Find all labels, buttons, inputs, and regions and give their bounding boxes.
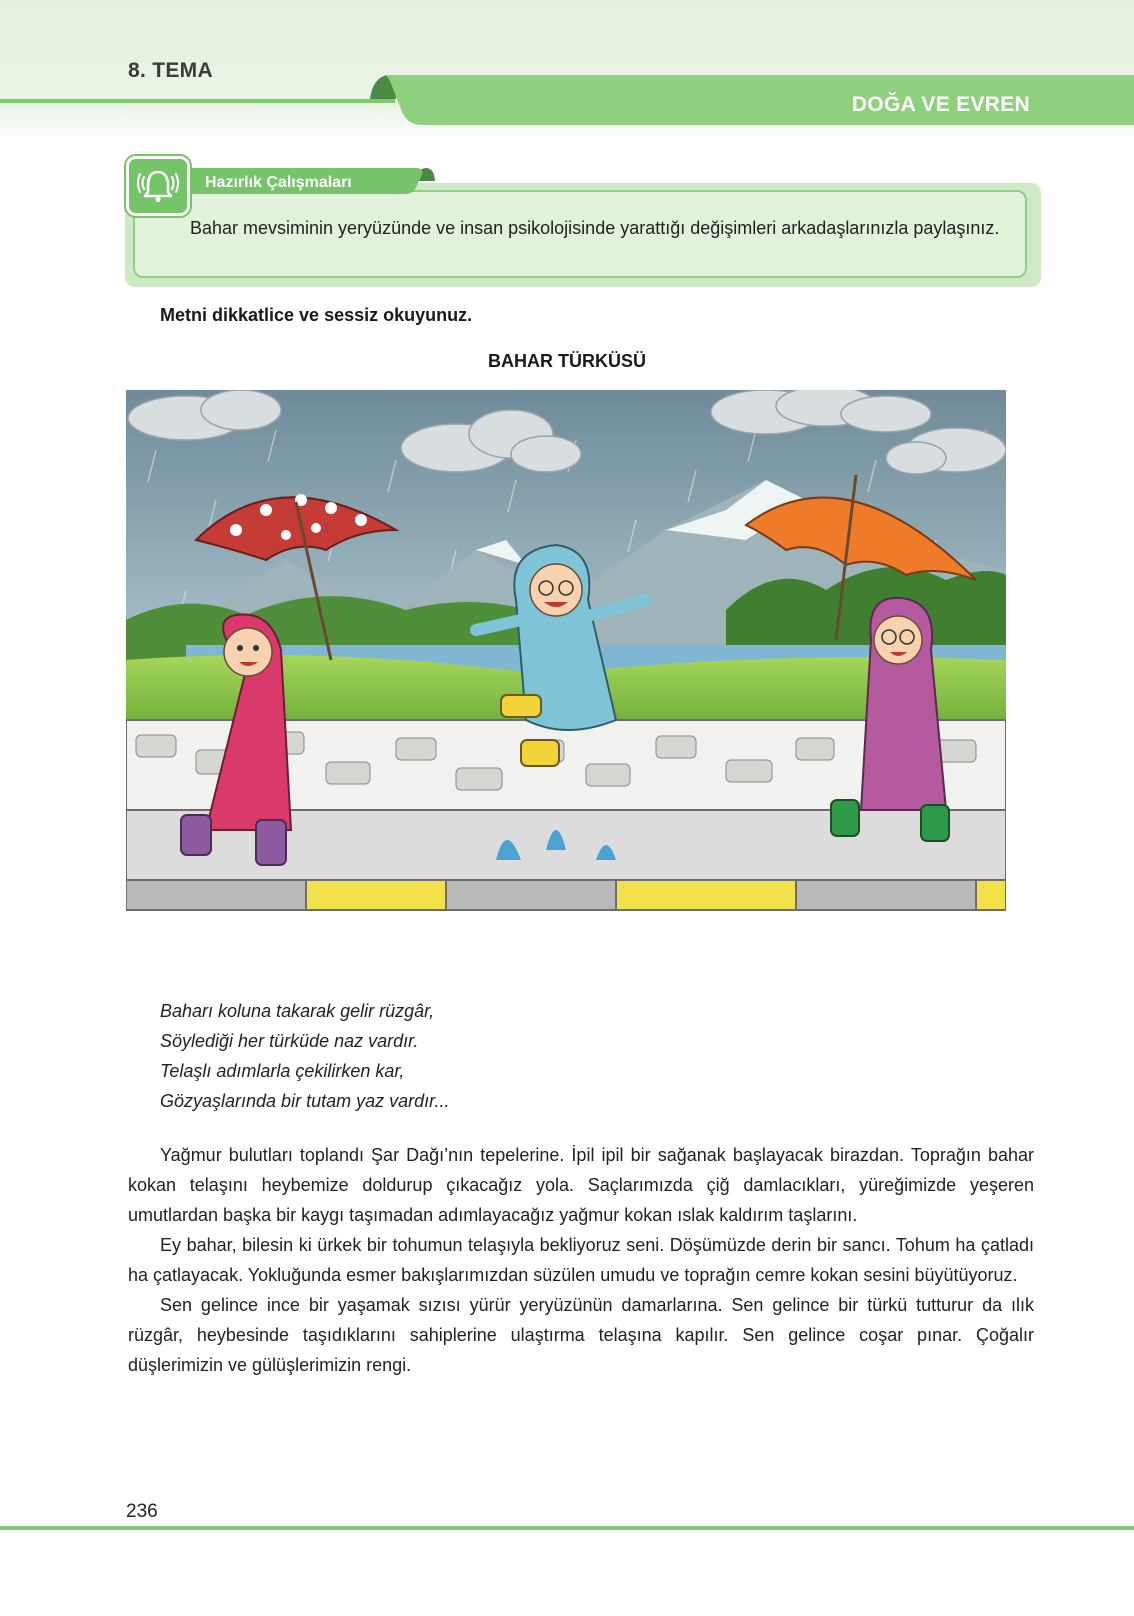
prep-title: Hazırlık Çalışmaları — [205, 174, 352, 191]
paragraph: Ey bahar, bilesin ki ürkek bir tohumun telaşıyla bekliyoruz seni. Döşümüzde derin bir sancı. Tohum ha çatladı ha çatlayacak. Yokluğunda esmer bakışlarımızdan süzülen umudu ve toprağın cemre kokan sesini büyütüyoruz. — [128, 1235, 1034, 1285]
text-title: BAHAR TÜRKÜSÜ — [488, 351, 646, 371]
poem-line: Telaşlı adımlarla çekilirken kar, — [160, 1061, 405, 1081]
poem-line: Gözyaşlarında bir tutam yaz vardır... — [160, 1091, 450, 1111]
children-in-rain-illustration — [126, 390, 1006, 920]
prep-text: Bahar mevsiminin yeryüzünde ve insan psikolojisinde yarattığı değişimleri arkadaşlarınızla paylaşınız. — [190, 218, 1000, 238]
paragraph: Yağmur bulutları toplandı Şar Dağı’nın tepelerine. İpil ipil bir sağanak başlayacak birazdan. Toprağın bahar kokan telaşını heybemize doldurup çıkacağız yola. Saçlarımızda çiğ damlacıkları, yüreğimizde yeşeren umutlardan başka bir kaygı taşımadan adımlayacağız yağmur kokan ıslak kaldırım taşlarını. — [128, 1145, 1034, 1225]
header-divider-line — [0, 99, 395, 103]
page-number: 236 — [126, 1501, 158, 1522]
bell-icon — [126, 156, 190, 216]
theme-title: DOĞA VE EVREN — [851, 93, 1030, 116]
prose-body — [128, 1140, 1034, 1380]
poem-line: Baharı koluna takarak gelir rüzgâr, — [160, 1001, 435, 1021]
theme-number-label: 8. TEMA — [128, 59, 213, 82]
reading-instruction: Metni dikkatlice ve sessiz okuyunuz. — [160, 305, 473, 325]
poem — [160, 996, 449, 1116]
footer-divider-line — [0, 1526, 1134, 1530]
poem-line: Söylediği her türküde naz vardır. — [160, 1031, 419, 1051]
paragraph: Sen gelince ince bir yaşamak sızısı yürür yeryüzünün damarlarına. Sen gelince bir türkü tutturur da ılık rüzgâr, heybesinde taşıdıklarını sahiplerine ulaştırma telaşına kapılır. Sen gelince coşar pınar. Çoğalır düşlerimizin ve gülüşlerimizin rengi. — [128, 1295, 1034, 1375]
